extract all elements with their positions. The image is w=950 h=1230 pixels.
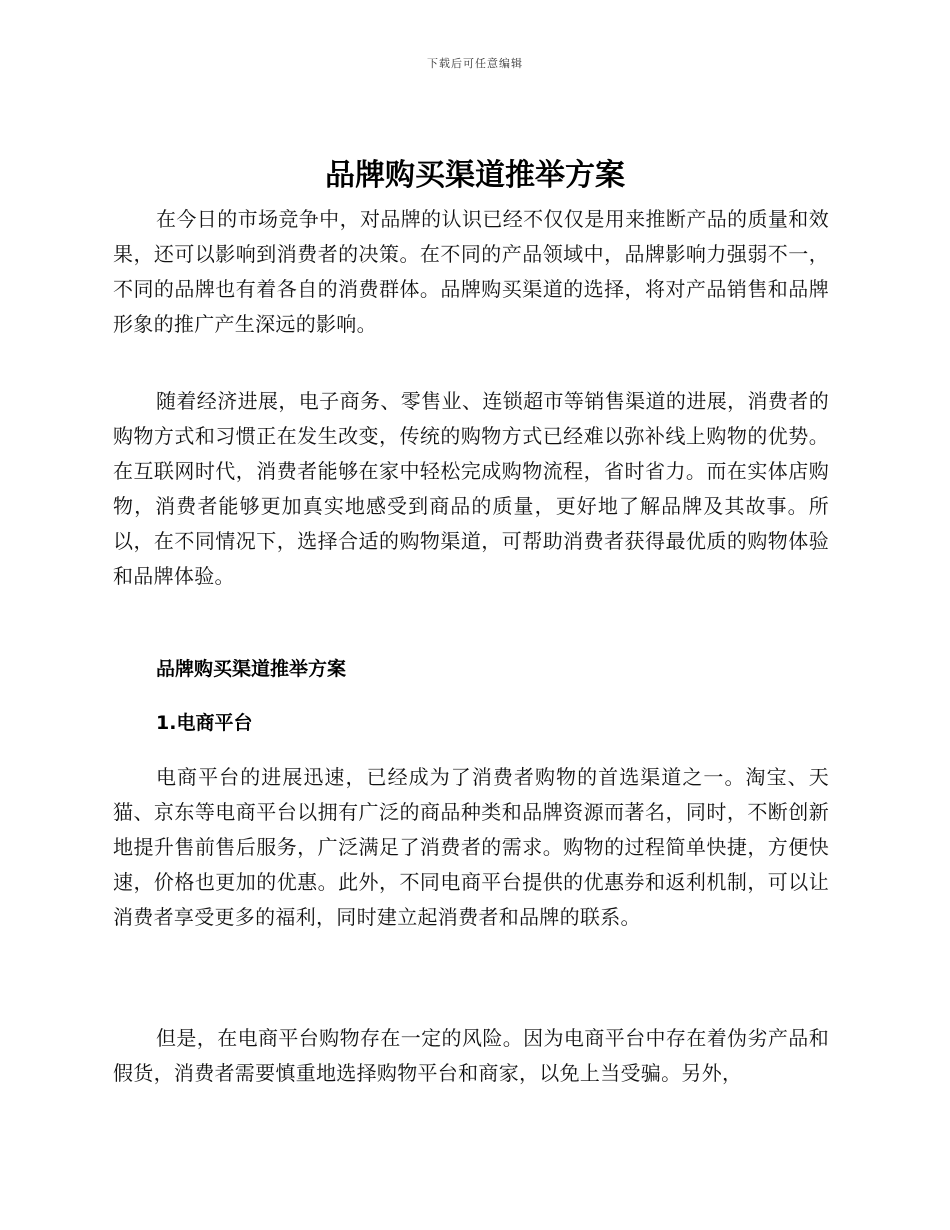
paragraph-risk: 但是，在电商平台购物存在一定的风险。因为电商平台中存在着伪劣产品和假货，消费者需要慎重地选择购物平台和商家，以免上当受骗。另外， (113, 1026, 829, 1085)
header-note: 下载后可任意编辑 (427, 57, 523, 70)
risk-block (113, 1021, 829, 1091)
paragraph-ecommerce: 电商平台的进展迅速，已经成为了消费者购物的首选渠道之一。淘宝、天猫、京东等电商平台以拥有广泛的商品种类和品牌资源而著名，同时，不断创新地提升售前售后服务，广泛满足了消费者的需求。购物的过程简单快捷，方便快速，价格也更加的优惠。此外，不同电商平台提供的优惠券和返利机制，可以让消费者享受更多的福利，同时建立起消费者和品牌的联系。 (113, 765, 829, 929)
development-block (113, 384, 829, 594)
paragraph-development: 随着经济进展，电子商务、零售业、连锁超市等销售渠道的进展，消费者的购物方式和习惯正在发生改变，传统的购物方式已经难以弥补线上购物的优势。在互联网时代，消费者能够在家中轻松完成购物流程，省时省力。而在实体店购物，消费者能够更加真实地感受到商品的质量，更好地了解品牌及其故事。所以，在不同情况下，选择合适的购物渠道，可帮助消费者获得最优质的购物体验和品牌体验。 (113, 389, 829, 588)
paragraph-intro: 在今日的市场竞争中，对品牌的认识已经不仅仅是用来推断产品的质量和效果，还可以影响到消费者的决策。在不同的产品领域中，品牌影响力强弱不一，不同的品牌也有着各自的消费群体。品牌购买渠道的选择，将对产品销售和品牌形象的推广产生深远的影响。 (113, 207, 829, 336)
subsection-heading-block (113, 708, 829, 738)
subsection-heading: 1.电商平台 (156, 712, 253, 734)
section-heading-block (113, 654, 829, 684)
section-heading: 品牌购买渠道推举方案 (156, 658, 347, 680)
intro-block (113, 202, 829, 342)
document-title: 品牌购买渠道推举方案 (325, 158, 625, 193)
ecommerce-block (113, 760, 829, 935)
